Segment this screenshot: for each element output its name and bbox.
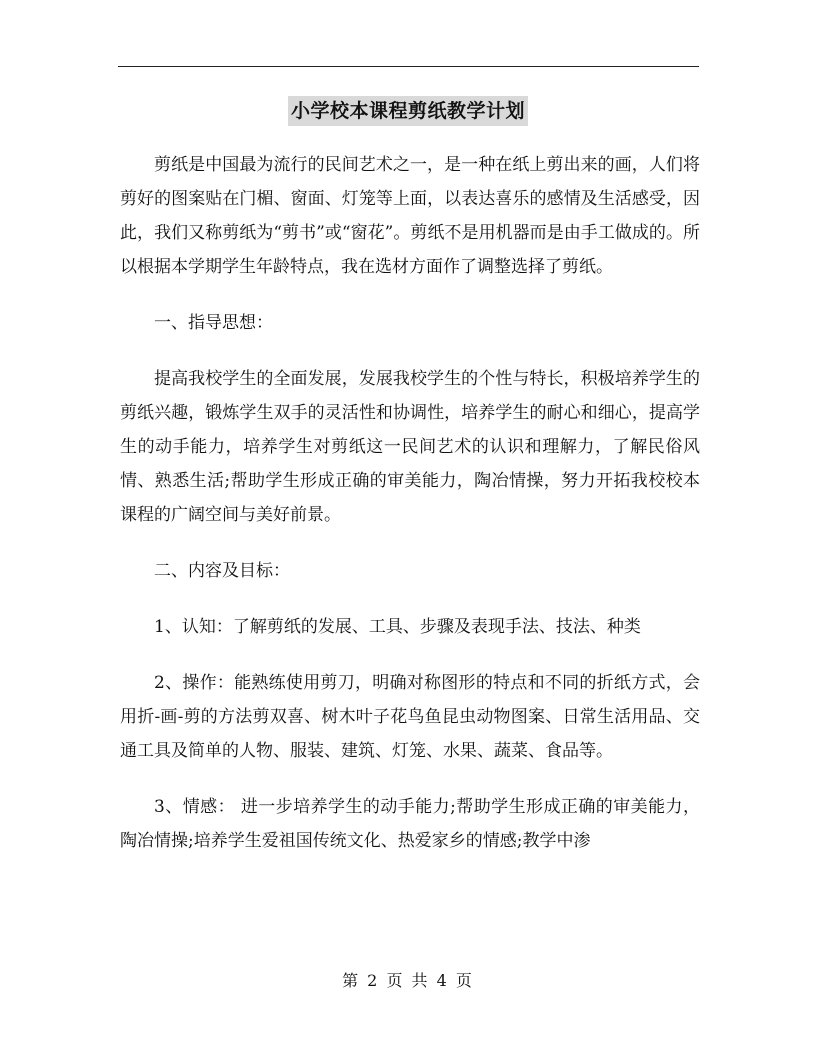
heading-guiding-thought: 一、指导思想：	[154, 313, 273, 333]
title-container	[0, 96, 816, 126]
header-rule	[118, 66, 699, 67]
document-title: 小学校本课程剪纸教学计划	[288, 96, 528, 126]
heading-content-goals: 二、内容及目标：	[154, 561, 290, 581]
paragraph-cognition: 1、认知：了解剪纸的发展、工具、步骤及表现手法、技法、种类	[154, 617, 641, 637]
paragraph-emotion: 3、情感： 进一步培养学生的动手能力;帮助学生形成正确的审美能力，陶冶情操;培养学生爱祖国传统文化、热爱家乡的情感;教学中渗	[120, 797, 700, 851]
page-number-footer: 第 2 页 共 4 页	[342, 971, 474, 990]
document-body	[120, 148, 700, 858]
paragraph-operation: 2、操作：能熟练使用剪刀，明确对称图形的特点和不同的折纸方式，会用折-画-剪的方法剪双喜、树木叶子花鸟鱼昆虫动物图案、日常生活用品、交通工具及简单的人物、服装、建筑、灯笼、水果、蔬菜、食品等。	[120, 673, 700, 761]
paragraph-guiding-thought: 提高我校学生的全面发展，发展我校学生的个性与特长，积极培养学生的剪纸兴趣，锻炼学生双手的灵活性和协调性，培养学生的耐心和细心，提高学生的动手能力，培养学生对剪纸这一民间艺术的认识和理解力，了解民俗风情、熟悉生活;帮助学生形成正确的审美能力，陶冶情操，努力开拓我校校本课程的广阔空间与美好前景。	[120, 369, 700, 525]
paragraph-intro: 剪纸是中国最为流行的民间艺术之一，是一种在纸上剪出来的画，人们将剪好的图案贴在门楣、窗面、灯笼等上面，以表达喜乐的感情及生活感受，因此，我们又称剪纸为“剪书”或“窗花”。剪纸不是用机器而是由手工做成的。所以根据本学期学生年龄特点，我在选材方面作了调整选择了剪纸。	[120, 155, 700, 277]
